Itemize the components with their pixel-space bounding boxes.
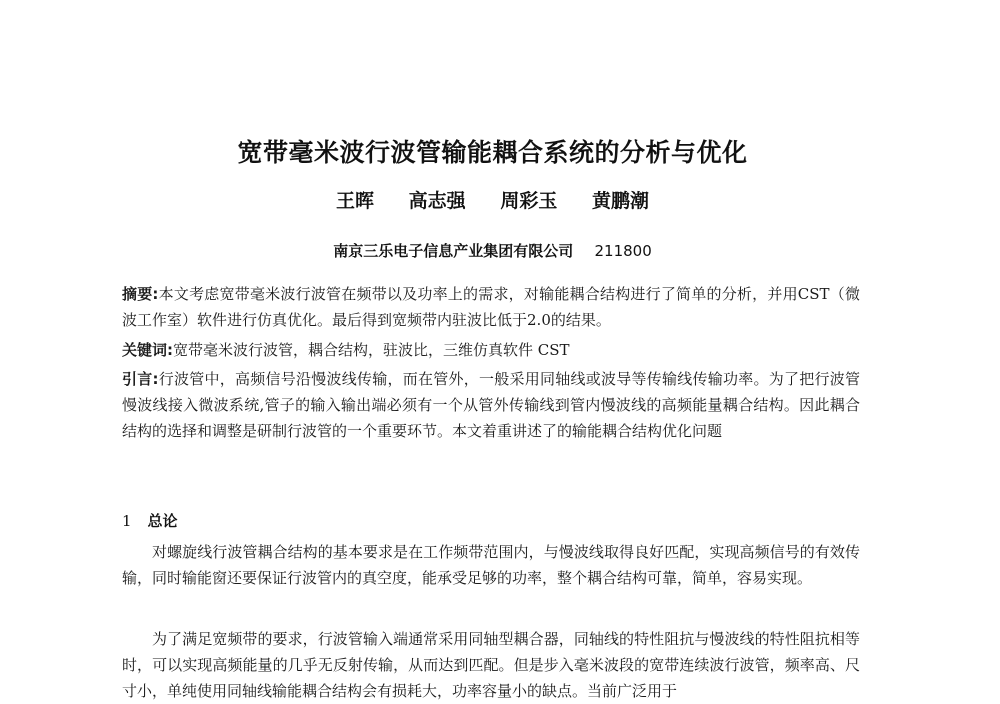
abstract-text: 本文考虑宽带毫米波行波管在频带以及功率上的需求，对输能耦合结构进行了简单的分析，并用CST（微波工作室）软件进行仿真优化。最后得到宽频带内驻波比低于2.0的结果。 xyxy=(122,285,860,329)
author-list xyxy=(0,186,985,213)
abstract-label: 摘要: xyxy=(122,285,159,303)
introduction xyxy=(122,366,860,444)
affiliation-zip: 211800 xyxy=(594,242,652,260)
author-name: 高志强 xyxy=(408,190,466,212)
affiliation xyxy=(0,240,985,261)
body-paragraph: 对螺旋线行波管耦合结构的基本要求是在工作频带范围内，与慢波线取得良好匹配，实现高频信号的有效传输，同时输能窗还要保证行波管内的真空度，能承受足够的功率，整个耦合结构可靠，简单，容易实现。 xyxy=(122,543,860,587)
paper-title: 宽带毫米波行波管输能耦合系统的分析与优化 xyxy=(237,138,748,167)
body-paragraph: 为了满足宽频带的要求，行波管输入端通常采用同轴型耦合器，同轴线的特性阻抗与慢波线的特性阻抗相等时，可以实现高频能量的几乎无反射传输，从而达到匹配。但是步入毫米波段的宽带连续波行波管，频率高、尺寸小，单纯使用同轴线输能耦合结构会有损耗大，功率容量小的缺点。当前广泛用于 xyxy=(122,630,860,700)
section-number: 1 xyxy=(122,512,132,530)
author-name: 王晖 xyxy=(336,190,375,212)
section-heading xyxy=(122,510,178,531)
keywords xyxy=(122,337,860,363)
author-name: 周彩玉 xyxy=(500,190,558,212)
author-name: 黄鹏潮 xyxy=(591,190,649,212)
intro-text: 行波管中，高频信号沿慢波线传输，而在管外，一般采用同轴线或波导等传输线传输功率。为了把行波管慢波线接入微波系统,管子的输入输出端必须有一个从管外传输线到管内慢波线的高频能量耦合结构。因此耦合结构的选择和调整是研制行波管的一个重要环节。本文着重讲述了的输能耦合结构优化问题 xyxy=(122,370,860,440)
keywords-text: 宽带毫米波行波管，耦合结构，驻波比，三维仿真软件 CST xyxy=(173,341,570,359)
intro-label: 引言: xyxy=(122,370,159,388)
affiliation-name: 南京三乐电子信息产业集团有限公司 xyxy=(333,242,574,260)
keywords-label: 关键词: xyxy=(122,341,173,359)
abstract xyxy=(122,281,860,333)
section-title: 总论 xyxy=(147,512,178,530)
